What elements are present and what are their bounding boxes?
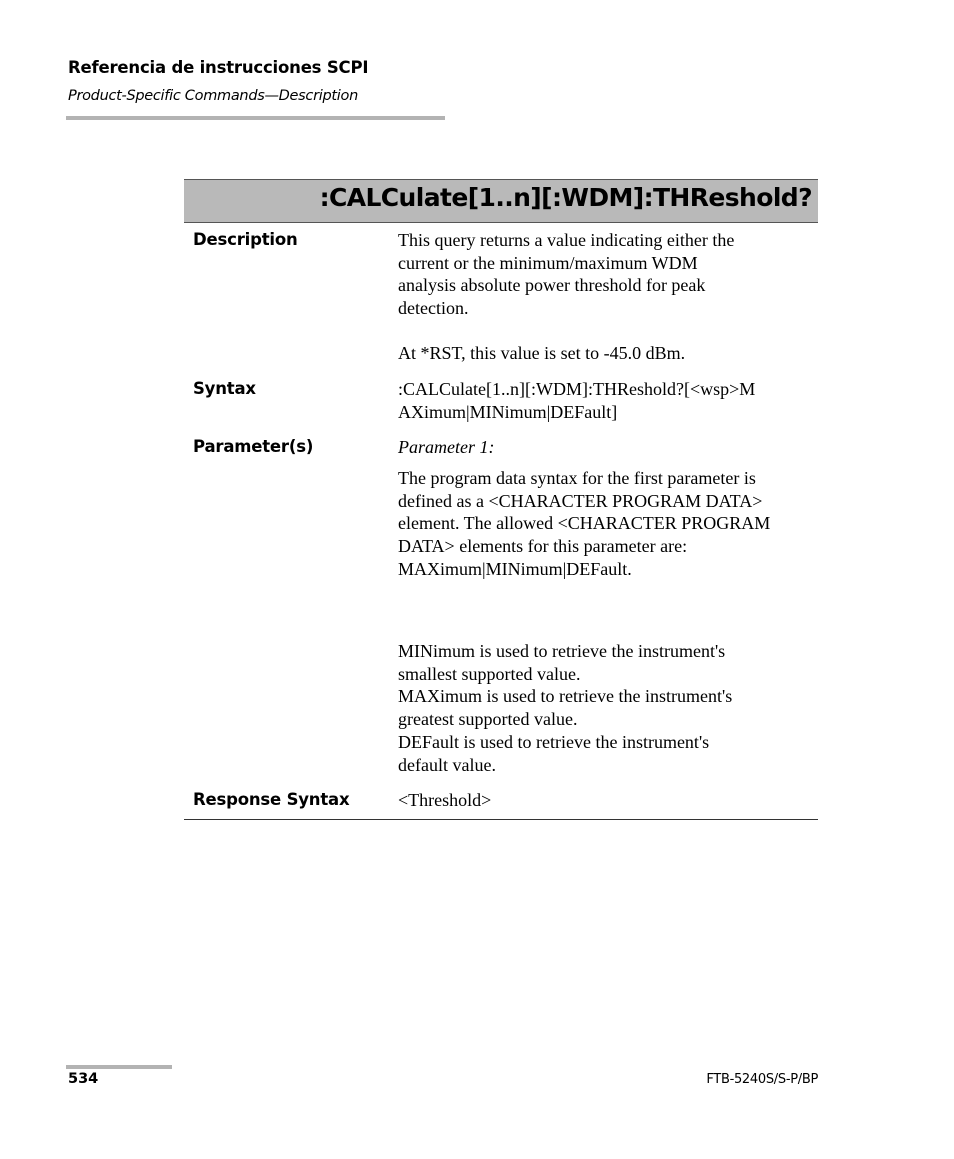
running-header-title: Referencia de instrucciones SCPI [68,58,369,77]
parameter-line: The program data syntax for the first parameter is [398,468,756,488]
parameter-line: MINimum is used to retrieve the instrument's [398,641,726,661]
response-syntax-value: <Threshold> [398,790,492,810]
rst-text: At *RST, this value is set to -45.0 dBm. [398,343,686,363]
parameter-line: defined as a <CHARACTER PROGRAM DATA> [398,490,763,511]
table-bottom-rule [184,819,818,820]
response-syntax-label: Response Syntax [193,790,350,809]
running-header-subtitle: Product-Specific Commands—Description [68,88,358,104]
syntax-line: AXimum|MINimum|DEFault] [398,401,618,422]
description-text [398,229,818,320]
description-label: Description [193,230,298,249]
description-line: analysis absolute power threshold for peak [398,275,706,296]
parameter-line: smallest supported value. [398,663,581,684]
parameter-1-title: Parameter 1: [398,437,495,457]
syntax-line: :CALCulate[1..n][:WDM]:THReshold?[<wsp>M [398,379,756,399]
product-model: FTB-5240S/S-P/BP [706,1072,818,1087]
parameters-label: Parameter(s) [193,437,314,456]
parameter-1-description [398,467,818,581]
page-number: 534 [68,1071,99,1087]
description-line: This query returns a value indicating either the [398,230,735,250]
parameter-line: MAXimum is used to retrieve the instrument's [398,686,733,707]
header-rule [66,116,445,120]
command-heading-bar [184,179,818,223]
description-line: detection. [398,298,469,319]
parameter-values-description [398,640,818,776]
description-line: current or the minimum/maximum WDM [398,252,698,273]
parameter-line: DEFault is used to retrieve the instrument's [398,731,710,752]
footer-rule [66,1065,172,1069]
parameter-line: DATA> elements for this parameter are: [398,536,688,557]
parameter-line: default value. [398,754,496,775]
parameter-line: MAXimum|MINimum|DEFault. [398,558,632,579]
command-title: :CALCulate[1..n][:WDM]:THReshold? [319,183,812,212]
syntax-label: Syntax [193,379,256,398]
parameter-line: element. The allowed <CHARACTER PROGRAM [398,513,771,534]
syntax-text [398,378,818,423]
parameter-line: greatest supported value. [398,709,578,730]
